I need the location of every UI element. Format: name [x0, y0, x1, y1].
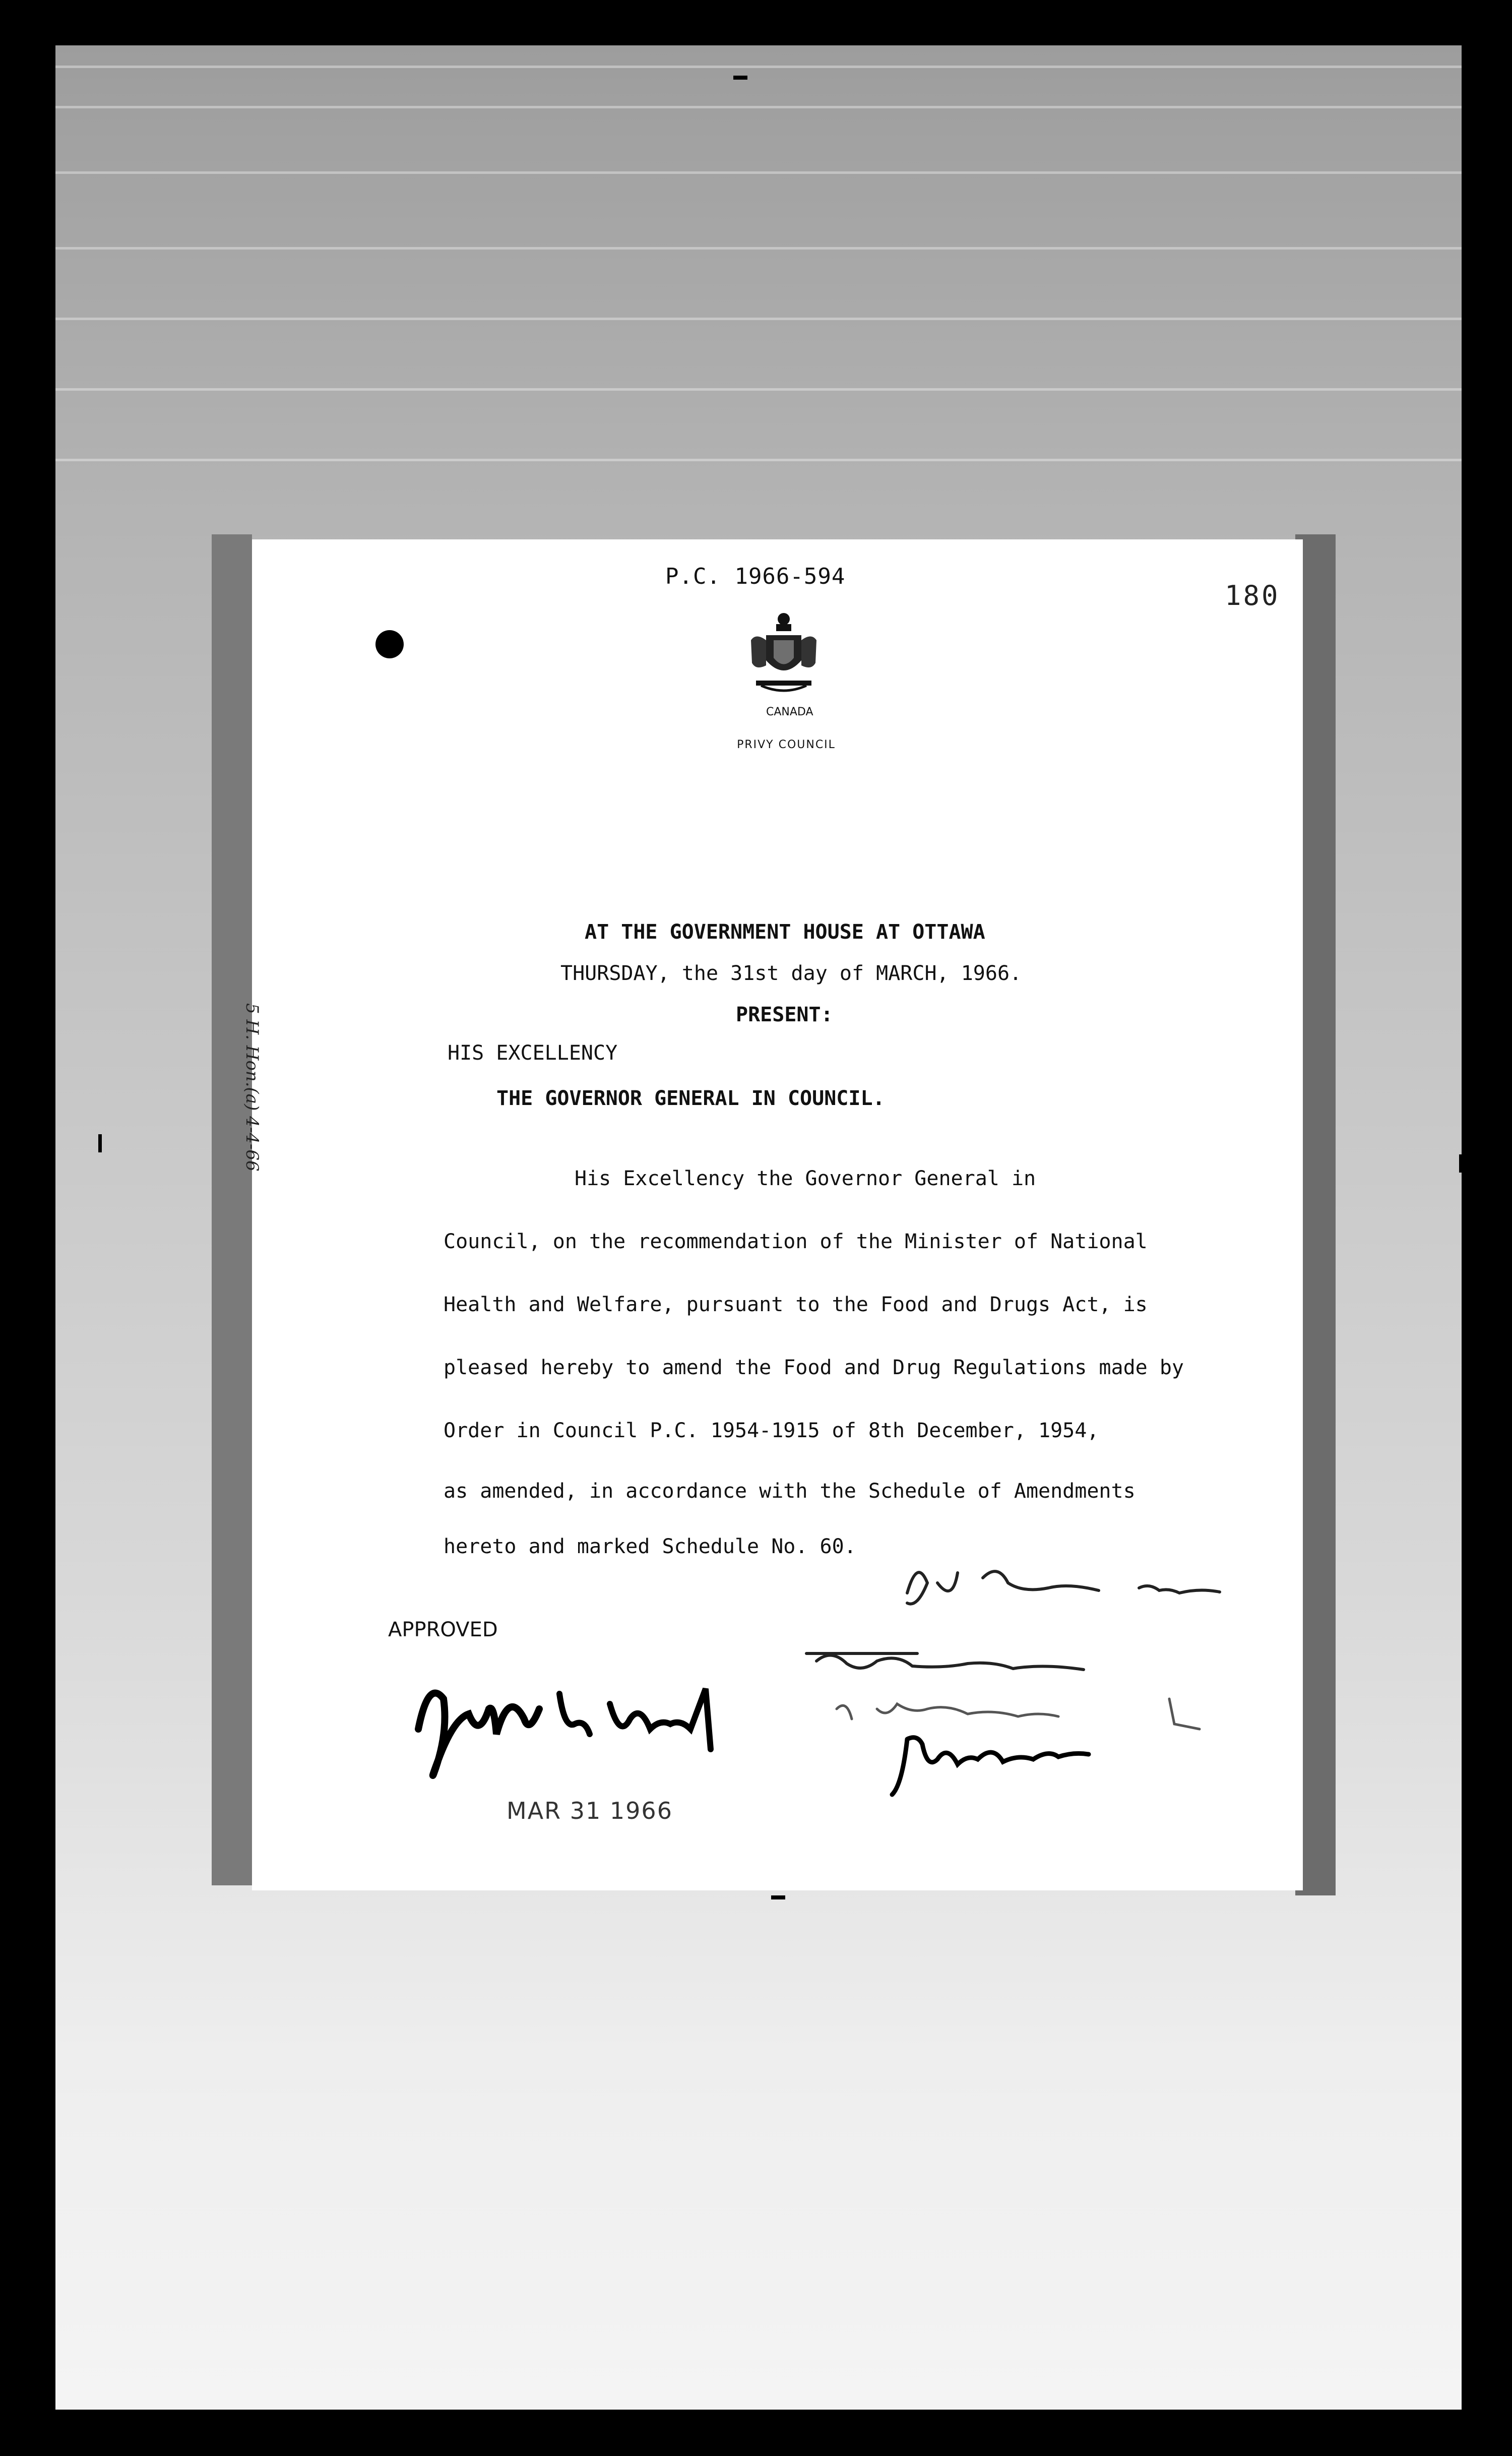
heading-present: PRESENT:	[736, 1003, 833, 1026]
body-line: Council, on the recommendation of the Minister of National	[444, 1230, 1148, 1253]
addressee-line-1: HIS EXCELLENCY	[448, 1041, 618, 1065]
film-mark	[98, 1134, 102, 1152]
letterhead-country: CANADA	[766, 706, 813, 718]
coat-of-arms-icon	[746, 610, 822, 696]
punch-hole	[375, 630, 404, 658]
minister-signature-2	[801, 1633, 1154, 1689]
addressee-line-2: THE GOVERNOR GENERAL IN COUNCIL.	[496, 1087, 885, 1110]
minister-signature-1	[897, 1553, 1240, 1618]
body-line: His Excellency the Governor General in	[575, 1167, 1036, 1190]
letterhead-body: PRIVY COUNCIL	[737, 739, 836, 751]
body-line: Order in Council P.C. 1954-1915 of 8th December, 1954,	[444, 1419, 1099, 1442]
page-shadow	[212, 534, 252, 1885]
film-mark	[733, 76, 747, 80]
body-line: pleased hereby to amend the Food and Drug Regulations made by	[444, 1356, 1184, 1379]
pc-number: P.C. 1966-594	[665, 564, 846, 589]
film-mark	[771, 1895, 785, 1899]
body-line: Health and Welfare, pursuant to the Food and Drugs Act, is	[444, 1293, 1148, 1316]
body-line: as amended, in accordance with the Schedule of Amendments	[444, 1480, 1136, 1503]
page-number: 180	[1225, 580, 1280, 611]
heading-date: THURSDAY, the 31st day of MARCH, 1966.	[560, 962, 1022, 985]
minister-signature-4	[887, 1724, 1099, 1800]
body-line: hereto and marked Schedule No. 60.	[444, 1535, 856, 1558]
governor-general-signature	[408, 1659, 721, 1790]
approval-stamp-date: MAR 31 1966	[507, 1797, 673, 1824]
heading-place: AT THE GOVERNMENT HOUSE AT OTTAWA	[585, 920, 985, 944]
approved-label: APPROVED	[388, 1618, 498, 1641]
film-mark	[1459, 1154, 1463, 1173]
margin-note: 5 H. Hon.(a) 4-4-66	[242, 1003, 262, 1172]
